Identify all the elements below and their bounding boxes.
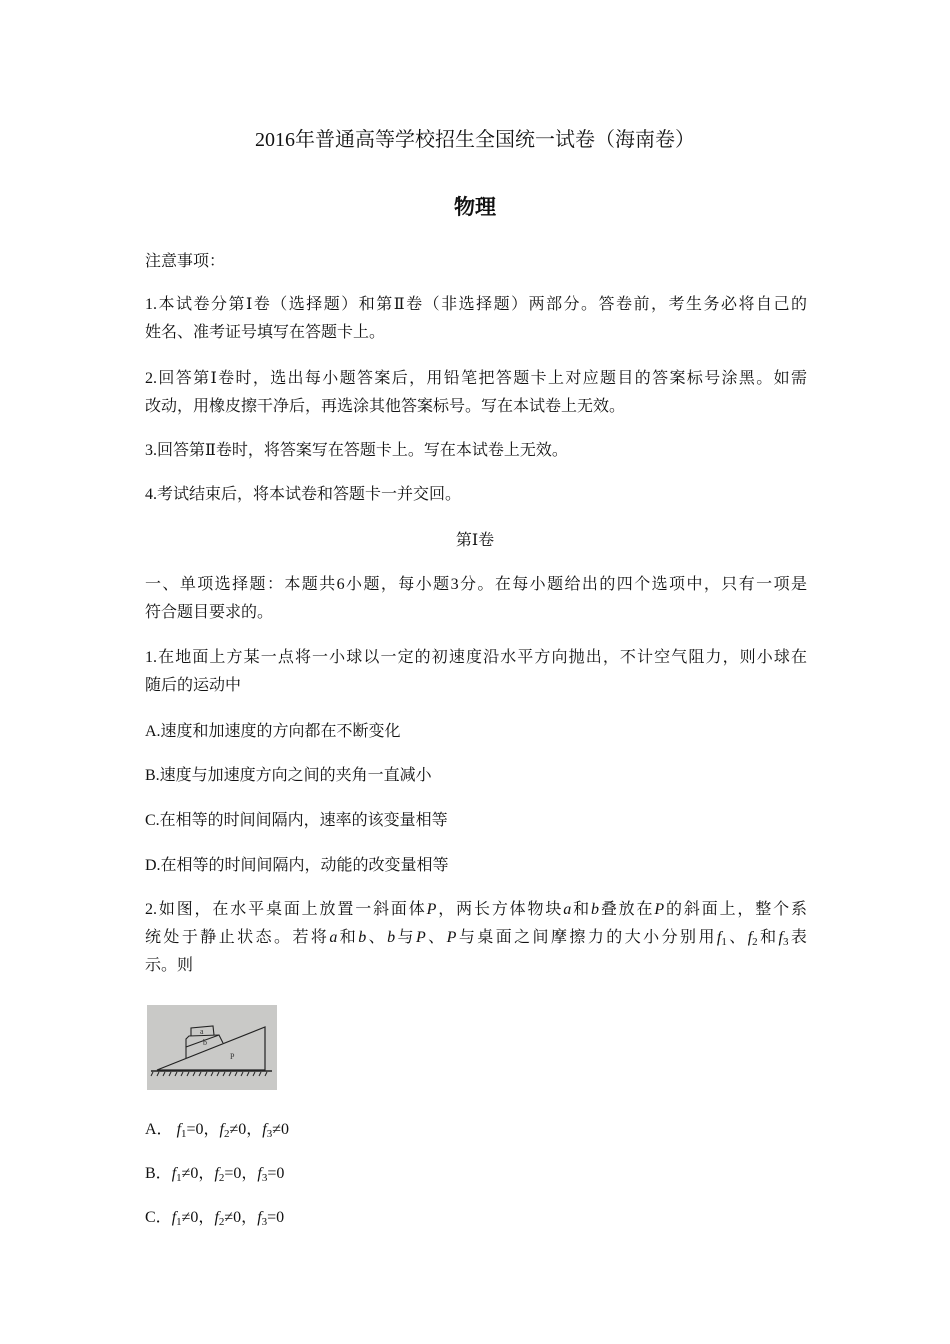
q1-option-b: B.速度与加速度方向之间的夹角一直减小 bbox=[145, 767, 432, 784]
text-segment: 统处于静止状态。若将 bbox=[145, 929, 330, 946]
variable: f bbox=[257, 1209, 262, 1226]
note-1-line-1: 1.本试卷分第Ⅰ卷（选择题）和第Ⅱ卷（非选择题）两部分。答卷前，考生务必将自己的 bbox=[145, 296, 807, 313]
q1-option-a: A.速度和加速度的方向都在不断变化 bbox=[145, 723, 401, 740]
incline-diagram bbox=[147, 1005, 277, 1090]
variable: P bbox=[415, 929, 426, 946]
q2-option-b bbox=[145, 1164, 807, 1184]
variable: b bbox=[358, 929, 367, 946]
text-segment: 示。则 bbox=[145, 957, 194, 974]
variable: b bbox=[590, 901, 599, 918]
variable: f bbox=[171, 1165, 177, 1182]
text-segment: 与 bbox=[395, 929, 416, 946]
text-segment: ≠0， bbox=[224, 1209, 258, 1226]
subscript: 2 bbox=[218, 1216, 225, 1228]
text-segment: =0， bbox=[186, 1121, 220, 1138]
text-segment: B． bbox=[145, 1165, 172, 1182]
variable: f bbox=[214, 1165, 219, 1182]
variable: P bbox=[446, 929, 457, 946]
notes-heading: 注意事项： bbox=[145, 253, 226, 270]
text-segment: ≠0， bbox=[181, 1165, 215, 1182]
q2-option-a bbox=[145, 1120, 807, 1140]
subject-title: 物理 bbox=[454, 195, 496, 219]
subscript: 1 bbox=[176, 1216, 182, 1228]
incline-p-label: P bbox=[230, 1052, 235, 1061]
q1-stem-line-1: 1.在地面上方某一点将一小球以一定的初速度沿水平方向抛出，不计空气阻力，则小球在 bbox=[145, 649, 807, 666]
section-line-1: 一、单项选择题：本题共6小题，每小题3分。在每小题给出的四个选项中，只有一项是 bbox=[145, 576, 807, 593]
q1-option-d: D.在相等的时间间隔内，动能的改变量相等 bbox=[145, 857, 449, 874]
variable: a bbox=[329, 929, 338, 946]
subscript: 3 bbox=[783, 936, 789, 948]
text-segment: ，两长方体物块 bbox=[436, 901, 564, 918]
variable: f bbox=[257, 1165, 262, 1182]
subscript: 2 bbox=[218, 1172, 225, 1184]
subscript: 3 bbox=[261, 1216, 268, 1228]
variable: f bbox=[778, 929, 783, 946]
subscript: 1 bbox=[181, 1128, 187, 1140]
subscript: 1 bbox=[176, 1172, 182, 1184]
part-1-title: 第Ⅰ卷 bbox=[455, 532, 495, 549]
variable: f bbox=[262, 1121, 267, 1138]
note-3: 3.回答第Ⅱ卷时，将答案写在答题卡上。写在本试卷上无效。 bbox=[145, 442, 568, 459]
text-segment: ≠0 bbox=[272, 1121, 290, 1138]
text-segment: =0， bbox=[224, 1165, 258, 1182]
text-segment: 的斜面上，整个系 bbox=[664, 901, 807, 918]
block-b-label: b bbox=[203, 1038, 207, 1047]
text-segment: ≠0， bbox=[181, 1209, 215, 1226]
text-segment: =0 bbox=[267, 1209, 285, 1226]
variable: f bbox=[171, 1209, 177, 1226]
variable: P bbox=[654, 901, 665, 918]
subscript: 1 bbox=[721, 936, 727, 948]
text-segment: 、 bbox=[726, 929, 748, 946]
q1-option-c: C.在相等的时间间隔内，速率的该变量相等 bbox=[145, 812, 448, 829]
text-segment: 和 bbox=[337, 929, 359, 946]
variable: b bbox=[387, 929, 396, 946]
text-segment: 和 bbox=[757, 929, 779, 946]
q2-option-c bbox=[145, 1208, 807, 1228]
variable: f bbox=[214, 1209, 219, 1226]
variable: f bbox=[176, 1121, 182, 1138]
section-line-2: 符合题目要求的。 bbox=[145, 604, 274, 621]
subscript: 2 bbox=[752, 936, 758, 948]
text-segment: 叠放在 bbox=[598, 901, 655, 918]
text-segment: C． bbox=[145, 1209, 172, 1226]
variable: f bbox=[219, 1121, 224, 1138]
text-segment: ≠0， bbox=[229, 1121, 263, 1138]
text-segment: =0 bbox=[267, 1165, 285, 1182]
text-segment: 与桌面之间摩擦力的大小分别用 bbox=[456, 929, 717, 946]
text-segment: A． bbox=[145, 1121, 177, 1138]
variable: f bbox=[747, 929, 753, 946]
q2-stem-line-2 bbox=[145, 928, 807, 948]
variable: P bbox=[426, 901, 437, 918]
text-segment: 表 bbox=[788, 929, 807, 946]
note-2-line-2: 改动，用橡皮擦干净后，再选涂其他答案标号。写在本试卷上无效。 bbox=[145, 398, 626, 415]
variable: a bbox=[563, 901, 572, 918]
subscript: 3 bbox=[261, 1172, 268, 1184]
note-1-line-2: 姓名、准考证号填写在答题卡上。 bbox=[145, 324, 386, 341]
text-segment: 、 bbox=[425, 929, 447, 946]
variable: f bbox=[716, 929, 722, 946]
block-a-label: a bbox=[200, 1027, 204, 1036]
subscript: 2 bbox=[224, 1128, 230, 1140]
note-4: 4.考试结束后，将本试卷和答题卡一并交回。 bbox=[145, 486, 462, 503]
q1-stem-line-2: 随后的运动中 bbox=[145, 677, 242, 694]
exam-title: 2016年普通高等学校招生全国统一试卷（海南卷） bbox=[255, 129, 695, 151]
q2-stem-line-1 bbox=[145, 900, 807, 920]
text-segment: 和 bbox=[571, 901, 591, 918]
subscript: 3 bbox=[266, 1128, 273, 1140]
text-segment: 2.如图，在水平桌面上放置一斜面体 bbox=[145, 901, 427, 918]
note-2-line-1: 2.回答第Ⅰ卷时，选出每小题答案后，用铅笔把答题卡上对应题目的答案标号涂黑。如需 bbox=[145, 370, 807, 387]
text-segment: 、 bbox=[366, 929, 388, 946]
q2-stem-line-3 bbox=[145, 956, 807, 976]
incline-figure bbox=[147, 1005, 277, 1090]
